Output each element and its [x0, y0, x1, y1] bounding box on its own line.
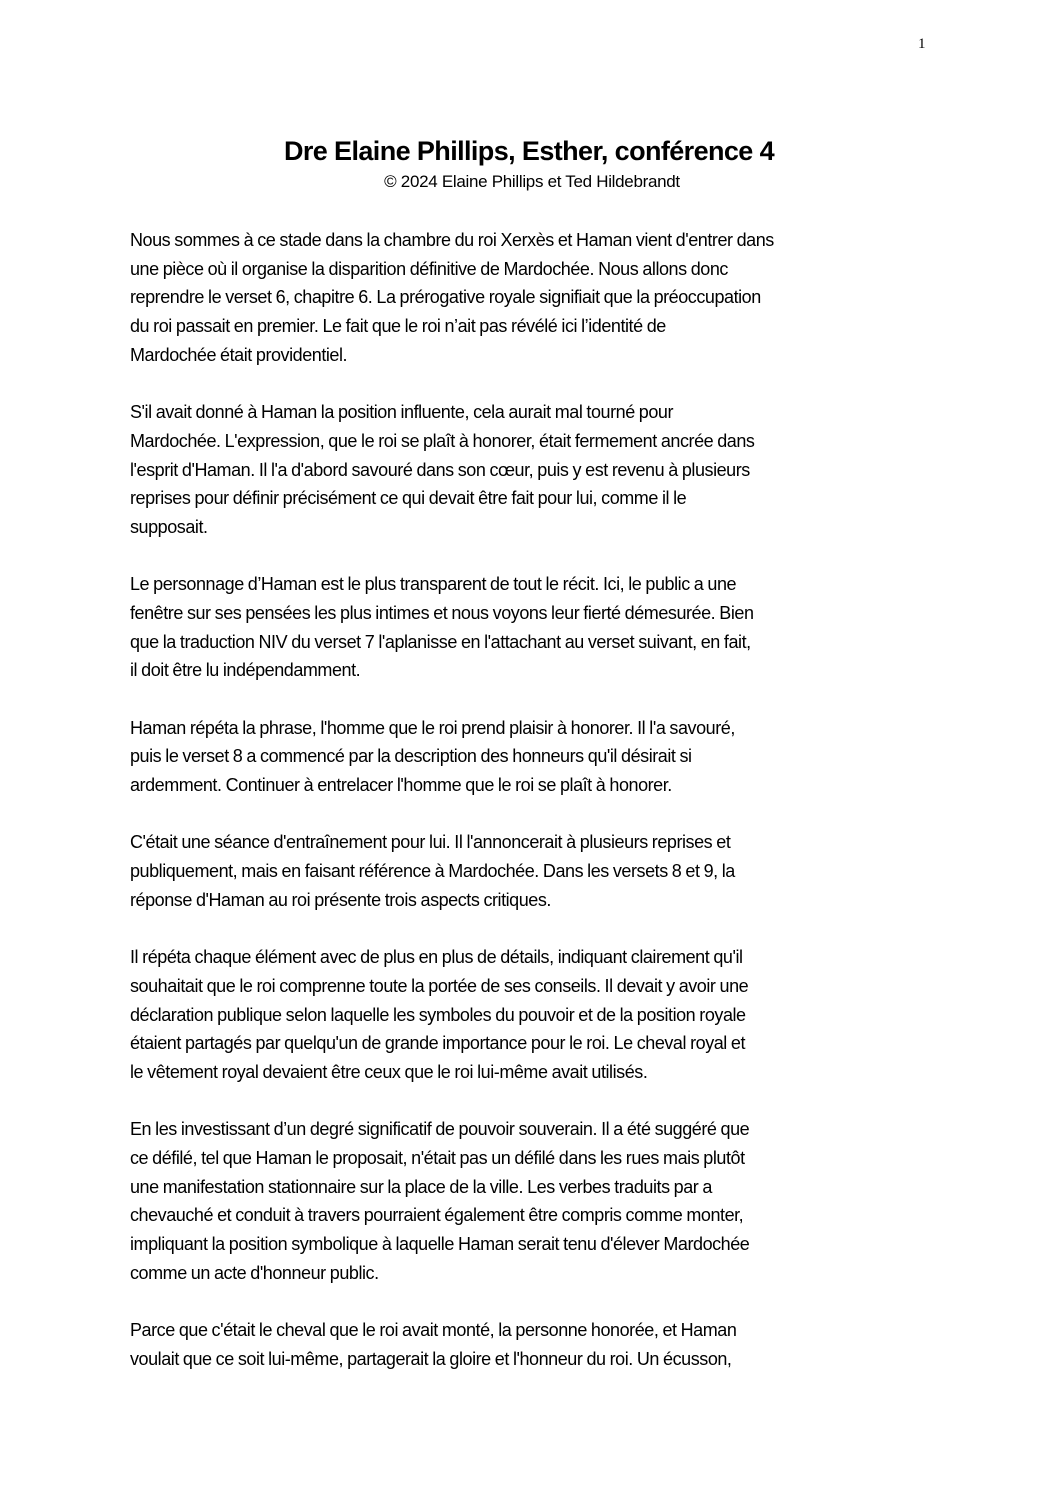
text-line: fenêtre sur ses pensées les plus intimes et nous voyons leur fierté démesurée. Bien [130, 602, 754, 623]
document-title: Dre Elaine Phillips, Esther, conférence 4 [283, 136, 775, 166]
text-line: comme un acte d'honneur public. [130, 1262, 379, 1283]
text-line: impliquant la position symbolique à laquelle Haman serait tenu d'élever Mardochée [130, 1234, 750, 1255]
text-line: publiquement, mais en faisant référence à Mardochée. Dans les versets 8 et 9, la [130, 861, 735, 882]
text-line: voulait que ce soit lui-même, partagerait la gloire et l'honneur du roi. Un écusson, [130, 1348, 732, 1369]
text-line: Mardochée. L'expression, que le roi se plaît à honorer, était fermement ancrée dans [130, 430, 755, 451]
paragraph [130, 714, 950, 800]
text-line: Haman répéta la phrase, l'homme que le roi prend plaisir à honorer. Il l'a savouré, [130, 717, 735, 738]
paragraph [130, 570, 950, 685]
text-line: déclaration publique selon laquelle les symboles du pouvoir et de la position royale [130, 1004, 746, 1025]
text-line: le vêtement royal devaient être ceux que le roi lui-même avait utilisés. [130, 1061, 648, 1082]
text-line: reprises pour définir précisément ce qui devait être fait pour lui, comme il le [130, 488, 687, 509]
text-line: étaient partagés par quelqu'un de grande importance pour le roi. Le cheval royal et [130, 1033, 746, 1054]
text-line: souhaitait que le roi comprenne toute la portée de ses conseils. Il devait y avoir une [130, 975, 749, 996]
text-line: puis le verset 8 a commencé par la description des honneurs qu'il désirait si [130, 746, 692, 767]
text-line: ardemment. Continuer à entrelacer l'homme que le roi se plaît à honorer. [130, 775, 672, 796]
paragraph [130, 943, 950, 1086]
text-line: Mardochée était providentiel. [130, 344, 348, 365]
text-line: l'esprit d'Haman. Il l'a d'abord savouré dans son cœur, puis y est revenu à plusieurs [130, 459, 750, 480]
paragraph [130, 828, 950, 914]
text-line: supposait. [130, 516, 208, 537]
text-line: il doit être lu indépendamment. [130, 660, 361, 681]
paragraph [130, 226, 950, 369]
text-line: Le personnage d’Haman est le plus transparent de tout le récit. Ici, le public a une [130, 574, 737, 595]
text-line: C'était une séance d'entraînement pour lui. Il l'annoncerait à plusieurs reprises et [130, 832, 731, 853]
copyright-line: © 2024 Elaine Phillips et Ted Hildebrandt [384, 172, 680, 191]
text-line: Nous sommes à ce stade dans la chambre du roi Xerxès et Haman vient d'entrer dans [130, 230, 774, 250]
text-line: réponse d'Haman au roi présente trois aspects critiques. [130, 889, 551, 910]
page-number: 1 [918, 36, 926, 52]
paragraph [130, 1115, 950, 1287]
text-line: du roi passait en premier. Le fait que le roi n’ait pas révélé ici l’identité de [130, 316, 666, 337]
document-body [130, 226, 950, 1402]
text-line: chevauché et conduit à travers pourraient également être compris comme monter, [130, 1205, 744, 1226]
text-line: En les investissant d’un degré significatif de pouvoir souverain. Il a été suggéré que [130, 1119, 750, 1140]
paragraph [130, 398, 950, 541]
text-line: une pièce où il organise la disparition définitive de Mardochée. Nous allons donc [130, 258, 728, 279]
text-line: que la traduction NIV du verset 7 l'aplanisse en l'attachant au verset suivant, en fait, [130, 631, 751, 652]
text-line: Il répéta chaque élément avec de plus en plus de détails, indiquant clairement qu'il [130, 947, 743, 968]
text-line: S'il avait donné à Haman la position influente, cela aurait mal tourné pour [130, 402, 674, 423]
text-line: reprendre le verset 6, chapitre 6. La prérogative royale signifiait que la préoccupation [130, 287, 761, 308]
text-line: Parce que c'était le cheval que le roi avait monté, la personne honorée, et Haman [130, 1320, 737, 1341]
paragraph [130, 1316, 950, 1373]
text-line: une manifestation stationnaire sur la place de la ville. Les verbes traduits par a [130, 1176, 712, 1197]
text-line: ce défilé, tel que Haman le proposait, n'était pas un défilé dans les rues mais plutôt [130, 1148, 745, 1168]
